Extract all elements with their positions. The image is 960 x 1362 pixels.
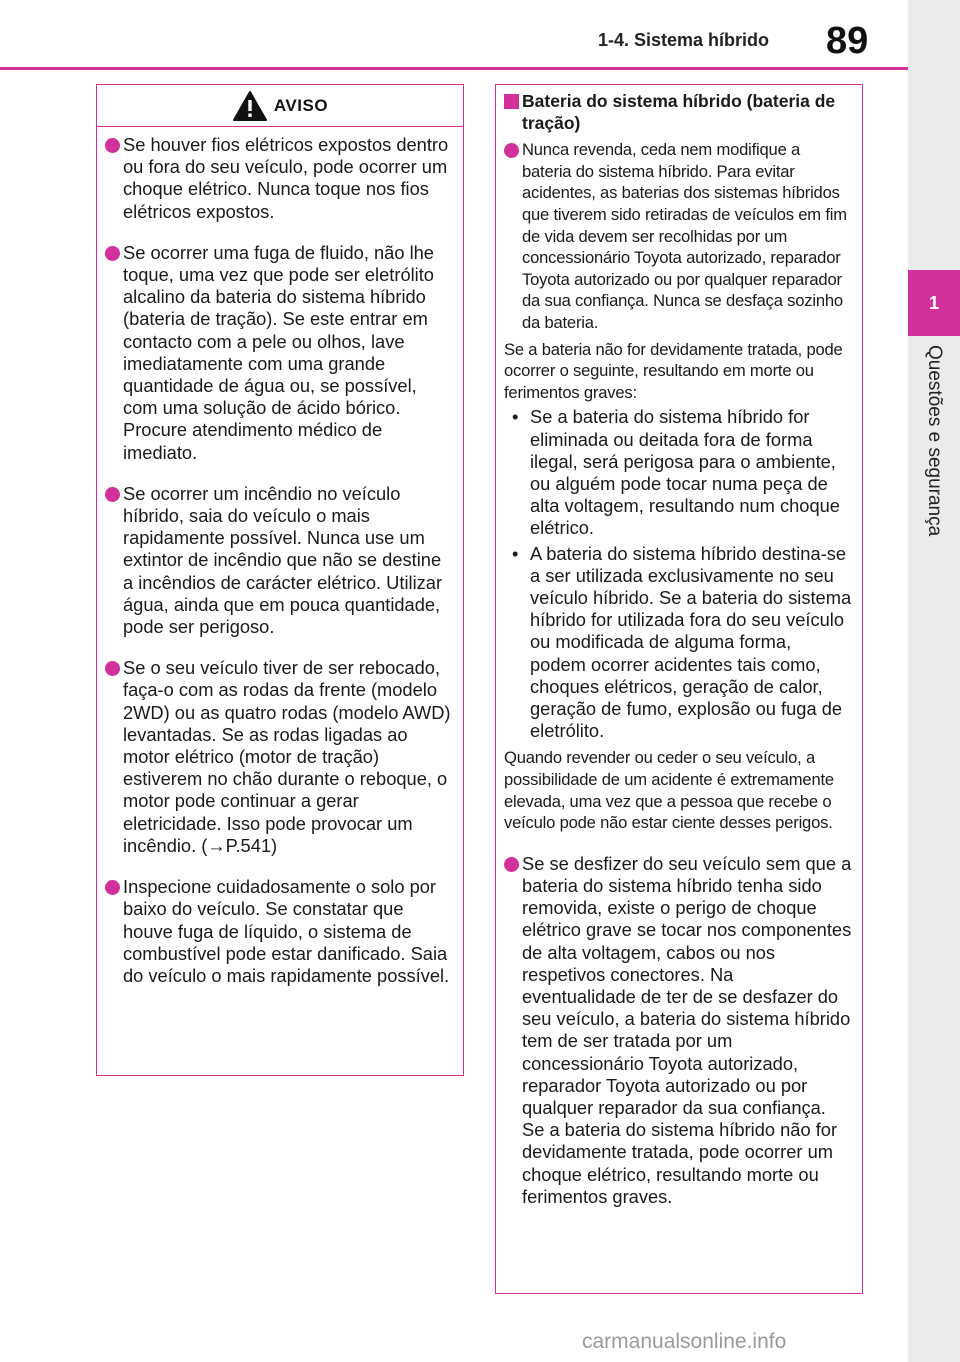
chapter-number: 1 — [908, 270, 960, 336]
page-number: 89 — [826, 20, 869, 62]
dash-list-item — [504, 543, 852, 743]
header-rule — [0, 67, 908, 70]
warning-header — [97, 85, 463, 127]
bullet-icon — [504, 857, 519, 872]
battery-item-text: Nunca revenda, ceda nem modifique a bateria do sistema híbrido. Para evitar acidentes, as baterias dos sistemas híbridos que tiverem sido retiradas de veículos em fim de vida devem ser recolhidas por um concessionário Toyota autorizado, reparador Toyota autorizado ou por qualquer reparador da sua confiança. Nunca se desfaça sozinho da bateria. — [522, 140, 847, 332]
warning-item-text: Inspecione cuidadosamente o solo por baixo do veículo. Se constatar que houve fuga de líquido, o sistema de combustível pode estar danificado. Saia do veículo o mais rapidamente possível. — [123, 876, 450, 986]
battery-section-box — [495, 84, 863, 1294]
warning-item-text: Se ocorrer um incêndio no veículo híbrido, saia do veículo o mais rapidamente possível. Nunca use um extintor de incêndio que não se destine a incêndios de carácter elétrico. Utilizar água, ainda que em pouca quantidade, pode ser perigoso. — [123, 482, 443, 638]
warning-item-text: Se houver fios elétricos expostos dentro ou fora do seu veículo, pode ocorrer um choque elétrico. Nunca toque nos fios elétricos expostos. — [123, 134, 449, 222]
battery-paragraph: Se a bateria não for devidamente tratada, pode ocorrer o seguinte, resultando em morte ou ferimentos graves: — [504, 339, 843, 402]
warning-list — [97, 127, 463, 987]
warning-box — [96, 84, 464, 1076]
dash-bullet-icon: • — [512, 542, 519, 564]
warning-item — [105, 657, 453, 857]
bullet-icon — [105, 880, 120, 895]
warning-item-text: Se o seu veículo tiver de ser rebocado, faça-o com as rodas da frente (modelo 2WD) ou as quatro rodas (modelo AWD) levantadas. Se as rodas ligadas ao motor elétrico (motor de tração) estiverem no chão durante o reboque, o motor pode continuar a gerar eletricidade. Isso pode provocar um incêndio. (→P.541) — [123, 657, 451, 856]
warning-triangle-icon — [232, 90, 268, 122]
warning-item — [105, 483, 453, 638]
section-title: 1-4. Sistema híbrido — [598, 30, 770, 50]
chapter-side-tab — [908, 0, 960, 1362]
warning-item — [105, 242, 453, 464]
dash-list-item-text: Se a bateria do sistema híbrido for eliminada ou deitada fora de forma ilegal, será perigosa para o ambiente, ou alguém pode tocar numa peça de alta voltagem, resultando num choque elétrico. — [530, 406, 840, 539]
battery-item-text: Se se desfizer do seu veículo sem que a bateria do sistema híbrido tenha sido removida, existe o perigo de choque elétrico grave se tocar nos componentes de alta voltagem, cabos ou nos respetivos conectores. Na eventualidade de ter de se desfazer do seu veículo, a bateria do sistema híbrido tem de ser tratada por um concessionário Toyota autorizado, reparador Toyota autorizado ou por qualquer reparador da sua confiança. Se a bateria do sistema híbrido não for devidamente tratada, pode ocorrer um choque elétrico, resultando morte ou ferimentos graves. — [522, 852, 852, 1207]
bullet-icon — [504, 143, 519, 158]
bullet-icon — [105, 487, 120, 502]
bullet-icon — [105, 138, 120, 153]
bullet-icon — [105, 246, 120, 261]
warning-item-text: Se ocorrer uma fuga de fluido, não lhe toque, uma vez que pode ser eletrólito alcalino da bateria do sistema híbrido (bateria de tração). Se este entrar em contacto com a pele ou olhos, lave imediatamente com uma grande quantidade de água ou, se possível, com uma solução de ácido bórico. Procure atendimento médico de imediato. — [123, 241, 434, 463]
battery-section-title-text: Bateria do sistema híbrido (bateria de tração) — [522, 91, 836, 133]
bullet-icon — [105, 661, 120, 676]
battery-section-title — [504, 91, 852, 134]
dash-list-item — [504, 406, 852, 539]
square-bullet-icon — [504, 94, 519, 109]
warning-item — [105, 134, 453, 223]
warning-item — [105, 876, 453, 987]
battery-paragraph: Quando revender ou ceder o seu veículo, a possibilidade de um acidente é extremamente elevada, uma vez que a pessoa que recebe o veículo pode não estar ciente desses perigos. — [504, 748, 834, 833]
dash-bullet-icon: • — [512, 406, 519, 428]
chapter-label: Questões e segurança — [924, 345, 945, 537]
watermark: carmanualsonline.info — [582, 1330, 787, 1353]
warning-title: AVISO — [273, 95, 329, 115]
dash-list-item-text: A bateria do sistema híbrido destina-se a ser utilizada exclusivamente no seu veículo híbrido. Se a bateria do sistema híbrido for utilizada fora do seu veículo ou modificada de alguma forma, podem ocorrer acidentes tais como, choques elétricos, geração de calor, geração de fumo, explosão ou fuga de eletrólito. — [530, 542, 852, 742]
battery-item — [504, 853, 852, 1208]
battery-item — [504, 139, 852, 333]
